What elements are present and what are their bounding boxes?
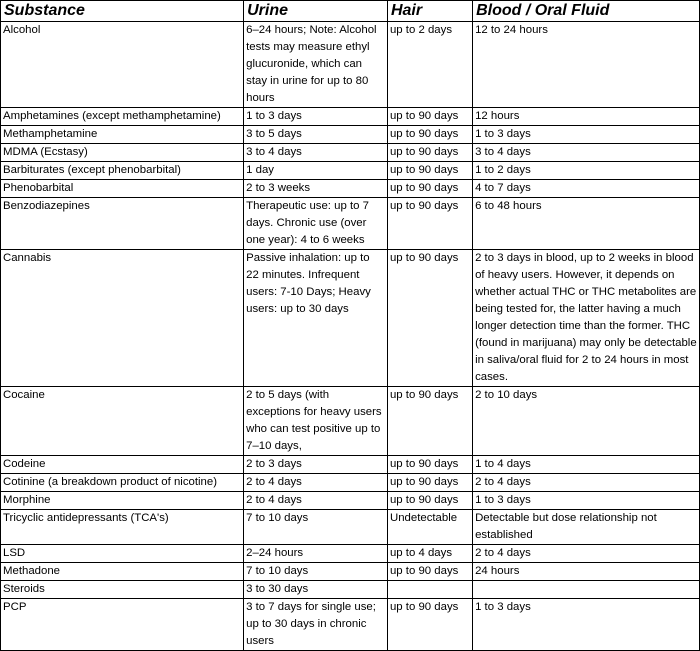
blood-cell: 1 to 3 days [473,492,700,510]
blood-cell: 4 to 7 days [473,180,700,198]
blood-cell: Detectable but dose relationship not established [473,510,700,545]
urine-cell: 2 to 3 days [244,456,388,474]
table-row [1,599,700,651]
table-row [1,108,700,126]
blood-cell: 1 to 3 days [473,599,700,651]
table-row [1,22,700,108]
urine-cell: 1 day [244,162,388,180]
table-row [1,456,700,474]
substance-cell: LSD [1,545,244,563]
blood-cell: 6 to 48 hours [473,198,700,250]
table-row [1,162,700,180]
table-row [1,126,700,144]
urine-cell: 2–24 hours [244,545,388,563]
table-row [1,581,700,599]
substance-cell: Codeine [1,456,244,474]
table-row [1,563,700,581]
urine-cell: 1 to 3 days [244,108,388,126]
hair-cell: up to 90 days [387,456,472,474]
hair-cell: up to 90 days [387,599,472,651]
substance-cell: Steroids [1,581,244,599]
hair-cell: up to 90 days [387,198,472,250]
table-row [1,492,700,510]
hair-cell: up to 90 days [387,126,472,144]
hair-cell: up to 90 days [387,162,472,180]
hair-cell: up to 90 days [387,180,472,198]
urine-cell: 7 to 10 days [244,563,388,581]
blood-cell: 1 to 2 days [473,162,700,180]
table-row [1,250,700,387]
urine-cell: 3 to 5 days [244,126,388,144]
substance-cell: Cotinine (a breakdown product of nicotine) [1,474,244,492]
substance-cell: Cocaine [1,387,244,456]
hair-cell: up to 4 days [387,545,472,563]
urine-cell: 3 to 30 days [244,581,388,599]
table-row [1,180,700,198]
urine-cell: 2 to 3 weeks [244,180,388,198]
blood-cell: 1 to 4 days [473,456,700,474]
hair-cell: up to 2 days [387,22,472,108]
substance-cell: Alcohol [1,22,244,108]
urine-cell: 2 to 4 days [244,474,388,492]
blood-cell [473,581,700,599]
blood-cell: 2 to 4 days [473,474,700,492]
hair-cell: up to 90 days [387,563,472,581]
urine-cell: 2 to 5 days (with exceptions for heavy users who can test positive up to 7–10 days, [244,387,388,456]
substance-cell: Benzodiazepines [1,198,244,250]
hair-cell [387,581,472,599]
urine-cell: 6–24 hours; Note: Alcohol tests may measure ethyl glucuronide, which can stay in urine for up to 80 hours [244,22,388,108]
hair-cell: up to 90 days [387,474,472,492]
hair-cell: up to 90 days [387,108,472,126]
urine-cell: Passive inhalation: up to 22 minutes. Infrequent users: 7-10 Days; Heavy users: up to 30 days [244,250,388,387]
header-urine: Urine [244,1,388,22]
hair-cell: up to 90 days [387,144,472,162]
table-row [1,144,700,162]
substance-cell: MDMA (Ecstasy) [1,144,244,162]
table-row [1,474,700,492]
blood-cell: 3 to 4 days [473,144,700,162]
substance-cell: Methamphetamine [1,126,244,144]
table-row [1,198,700,250]
blood-cell: 12 hours [473,108,700,126]
substance-cell: Cannabis [1,250,244,387]
substance-cell: Amphetamines (except methamphetamine) [1,108,244,126]
header-hair: Hair [387,1,472,22]
blood-cell: 2 to 4 days [473,545,700,563]
header-row [1,1,700,22]
substance-cell: Tricyclic antidepressants (TCA's) [1,510,244,545]
blood-cell: 12 to 24 hours [473,22,700,108]
substance-cell: PCP [1,599,244,651]
urine-cell: 7 to 10 days [244,510,388,545]
hair-cell: Undetectable [387,510,472,545]
hair-cell: up to 90 days [387,250,472,387]
urine-cell: Therapeutic use: up to 7 days. Chronic use (over one year): 4 to 6 weeks [244,198,388,250]
header-blood-oral-fluid: Blood / Oral Fluid [473,1,700,22]
table-row [1,387,700,456]
substance-cell: Barbiturates (except phenobarbital) [1,162,244,180]
table-row [1,510,700,545]
hair-cell: up to 90 days [387,492,472,510]
urine-cell: 2 to 4 days [244,492,388,510]
urine-cell: 3 to 7 days for single use; up to 30 days in chronic users [244,599,388,651]
blood-cell: 1 to 3 days [473,126,700,144]
table-row [1,545,700,563]
blood-cell: 2 to 3 days in blood, up to 2 weeks in blood of heavy users. However, it depends on whether actual THC or THC metabolites are being tested for, the latter having a much longer detection time than the former. THC (found in marijuana) may only be detectable in saliva/oral fluid for 2 to 24 hours in most cases. [473,250,700,387]
substance-cell: Phenobarbital [1,180,244,198]
header-substance: Substance [1,1,244,22]
substance-cell: Morphine [1,492,244,510]
substance-cell: Methadone [1,563,244,581]
urine-cell: 3 to 4 days [244,144,388,162]
blood-cell: 2 to 10 days [473,387,700,456]
hair-cell: up to 90 days [387,387,472,456]
blood-cell: 24 hours [473,563,700,581]
